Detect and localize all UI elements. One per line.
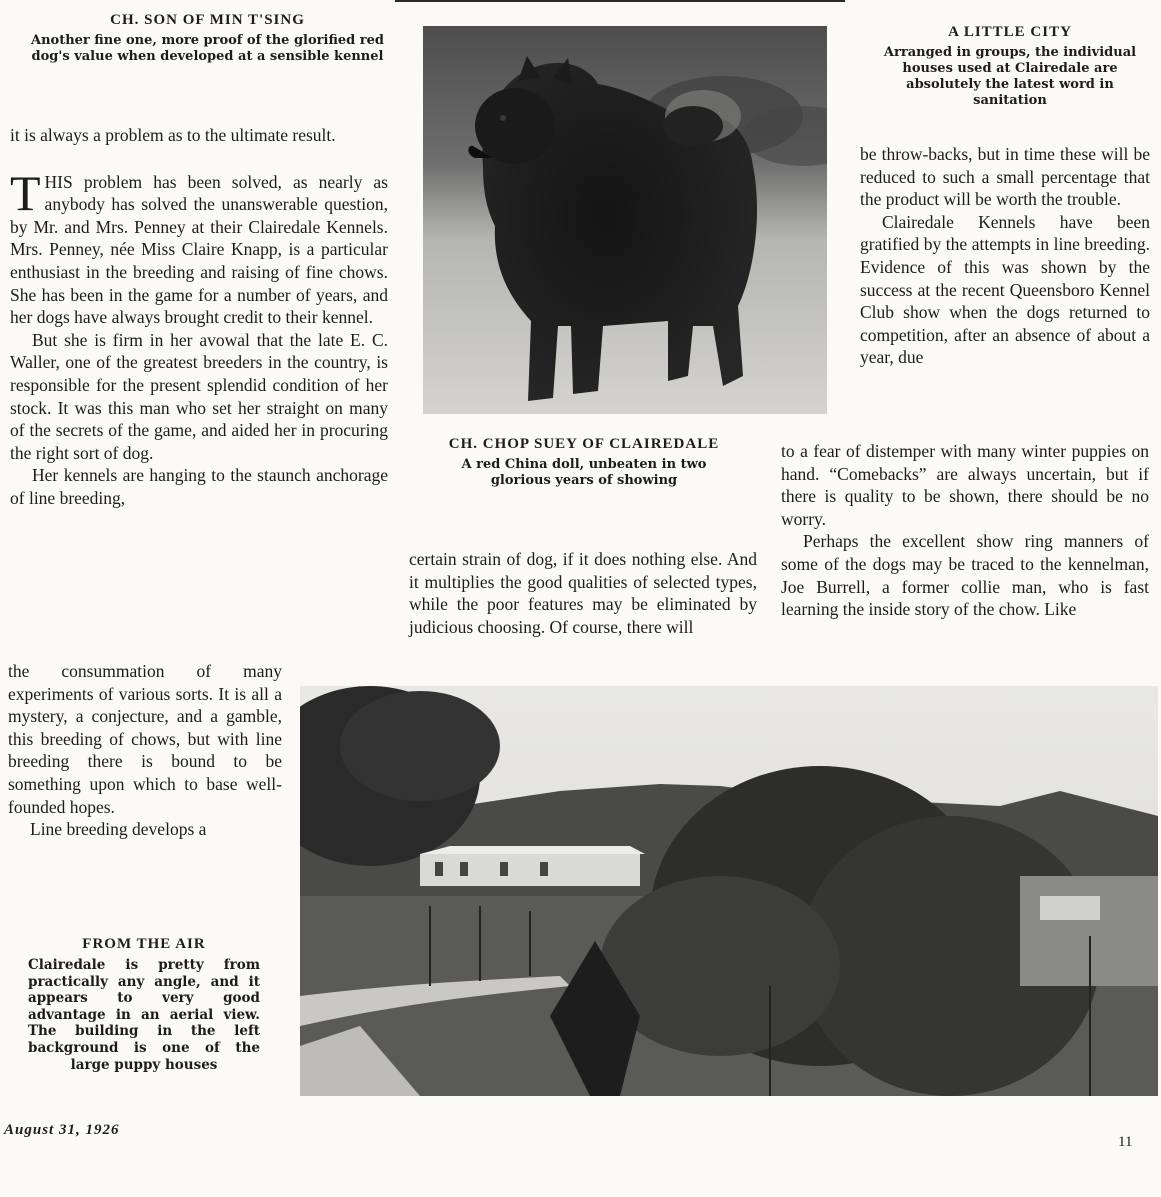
issue-date: August 31, 1926 <box>4 1122 120 1138</box>
paragraph: THIS problem has been solved, as nearly as anybody has solved the unanswerable question, by Mr. and Mrs. Penney at their Clairedale Kennels. Mrs. Penney, née Miss Claire Knapp, is a particular enthusiast in the breeding and raising of fine chows. She has been in the game for a number of years, and her dogs have always brought credit to their kennel. <box>10 164 388 328</box>
caption-title: CH. CHOP SUEY OF CLAIREDALE <box>448 436 720 452</box>
caption-little-city <box>868 24 1152 109</box>
caption-text: Arranged in groups, the individual houses used at Clairedale are absolutely the latest word in sanitation <box>883 45 1137 108</box>
article-column-3-upper <box>860 143 1150 369</box>
chow-dog-image <box>423 26 827 414</box>
caption-title: FROM THE AIR <box>82 936 206 952</box>
caption-son-of-min-tsing <box>30 12 385 65</box>
dog-photo <box>423 26 827 414</box>
article-column-1 <box>10 124 388 510</box>
paragraph: Clairedale Kennels have been gratified by the attempts in line breeding. Evidence of this was shown by the success at the recent Queensboro Kennel Club show when the dogs returned to competition, after an absence of about a year, due <box>860 211 1150 368</box>
drop-cap: T <box>10 164 41 221</box>
caption-title: CH. SON OF MIN T'SING <box>110 12 305 28</box>
paragraph: be throw-backs, but in time these will be reduced to such a small percentage that the product will be worth the trouble. <box>860 144 1150 210</box>
caption-text: Clairedale is pretty from practically any angle, and it appears to very good advantage in an aerial view. The building in the left background is one of the large puppy houses <box>28 957 260 1073</box>
paragraph: Her kennels are hanging to the staunch anchorage of line breeding, <box>10 465 388 508</box>
caption-chop-suey <box>425 436 743 489</box>
caption-from-the-air <box>28 936 260 1073</box>
paragraph: it is always a problem as to the ultimate result. <box>10 125 336 145</box>
paragraph: Perhaps the excellent show ring manners of some of the dogs may be traced to the kennelman, Joe Burrell, a former collie man, who is fast learning the inside story of the chow. Like <box>781 531 1149 620</box>
article-column-1-narrow <box>8 660 282 841</box>
paragraph: But she is firm in her avowal that the late E. C. Waller, one of the greatest breeders in the country, is responsible for the present splendid condition of her stock. It was this man who set her straight on many of the secrets of the game, and aided her in procuring the right sort of dog. <box>10 329 388 463</box>
paragraph: the consummation of many experiments of various sorts. It is all a mystery, a conjecture, and a gamble, this breeding of chows, but with line breeding there is bound to be something upon which to base well-founded hopes. <box>8 661 282 817</box>
aerial-kennel-image <box>300 686 1158 1096</box>
page-number: 11 <box>1118 1134 1133 1150</box>
paragraph: to a fear of distemper with many winter puppies on hand. “Comebacks” are always uncertain, but if there is quality to be shown, there should be no worry. <box>781 441 1149 529</box>
article-column-2 <box>409 548 757 638</box>
paragraph: Line breeding develops a <box>30 819 207 840</box>
caption-text: A red China doll, unbeaten in two glorious years of showing <box>461 457 707 488</box>
caption-title: A LITTLE CITY <box>948 24 1072 40</box>
article-column-3-lower <box>781 440 1149 621</box>
aerial-photo <box>300 686 1158 1096</box>
paragraph: certain strain of dog, if it does nothing else. And it multiplies the good qualities of selected types, while the poor features may be eliminated by judicious choosing. Of course, there will <box>409 549 757 637</box>
top-rule <box>395 0 845 2</box>
caption-text: Another fine one, more proof of the glorified red dog's value when developed at a sensible kennel <box>30 33 384 64</box>
